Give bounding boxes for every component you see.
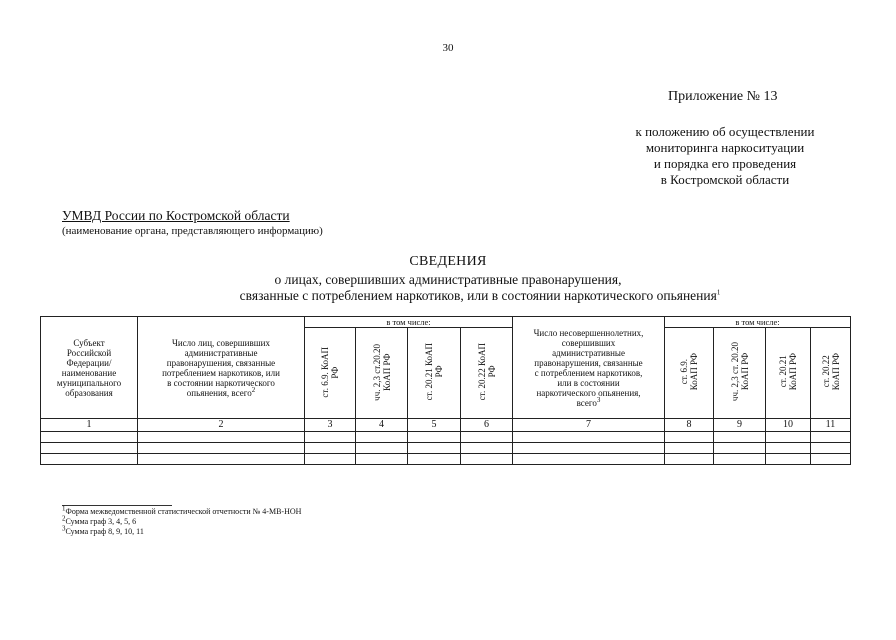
footnote-2: $^2$Сумма граф 3, 4, 5, 6	[62, 514, 137, 526]
header-minors-art-20-21: ст. 20.21 КоАП РФ	[766, 328, 811, 419]
column-number: 11	[811, 419, 851, 432]
column-number: 4	[356, 419, 408, 432]
header-total-persons: Число лиц, совершивших административные правонарушения, связанные потреблением наркотиков, или в состоянии наркотического опьянения, всего$^2$	[138, 317, 305, 419]
footnote-mark: 3	[596, 395, 601, 404]
column-number: 9	[714, 419, 766, 432]
page-number: 30	[442, 42, 454, 54]
organization-name: УМВД России по Костромской области	[62, 208, 290, 223]
appendix-title: Приложение № 13	[668, 89, 778, 104]
header-art-20-21: ст. 20.21 КоАП РФ	[408, 328, 461, 419]
table-row	[41, 454, 851, 465]
footnotes	[62, 505, 301, 537]
appendix-ref-line: и порядка его проведения	[653, 156, 797, 171]
column-number: 7	[513, 419, 665, 432]
footnote-3: $^3$Сумма граф 8, 9, 10, 11	[62, 524, 144, 536]
document-subtitle-line2	[120, 288, 840, 304]
column-number: 6	[461, 419, 513, 432]
subtitle-text: связанные с потреблением наркотиков, или в состоянии наркотического опьянения	[239, 288, 717, 303]
organization-caption: (наименование органа, представляющего информацию)	[62, 225, 323, 237]
footnote-mark: 1	[716, 288, 721, 297]
appendix-reference	[600, 124, 850, 188]
column-number: 1	[41, 419, 138, 432]
table-row	[41, 432, 851, 443]
document-subtitle-line1: о лицах, совершивших административные правонарушения,	[274, 272, 622, 287]
column-number: 2	[138, 419, 305, 432]
footnote-1: $^1$Форма межведомственной статистической отчетности № 4-МВ-НОН	[62, 504, 302, 516]
header-including-left: в том числе:	[305, 317, 513, 328]
header-minors-art-6-9: ст. 6.9. КоАП РФ	[665, 328, 714, 419]
footnote-mark: 2	[251, 385, 256, 394]
appendix-ref-line: в Костромской области	[660, 172, 790, 187]
column-number: 5	[408, 419, 461, 432]
column-number: 3	[305, 419, 356, 432]
column-number: 8	[665, 419, 714, 432]
header-subject: Субъект Российской Федерации/ наименование муниципального образования	[41, 317, 138, 419]
header-art-20-20: чч. 2,3 ст.20.20 КоАП РФ	[356, 328, 408, 419]
document-title: СВЕДЕНИЯ	[409, 254, 487, 269]
header-minors-art-20-20: чч. 2,3 ст. 20.20 КоАП РФ	[714, 328, 766, 419]
column-number-row	[41, 419, 851, 432]
header-art-20-22: ст. 20.22 КоАП РФ	[461, 328, 513, 419]
header-total-minors: Число несовершеннолетних, совершивших административные правонарушения, связанные с потреблением наркотиков, или в состоянии наркотического опьянения, всего$^3$	[513, 317, 665, 419]
column-number: 10	[766, 419, 811, 432]
table-row	[41, 443, 851, 454]
header-minors-art-20-22: ст. 20.22 КоАП РФ	[811, 328, 851, 419]
header-including-right: в том числе:	[665, 317, 851, 328]
appendix-ref-line: к положению об осуществлении	[635, 124, 815, 139]
report-table	[40, 316, 851, 465]
header-art-6-9: ст. 6.9. КоАП РФ	[305, 328, 356, 419]
appendix-ref-line: мониторинга наркоситуации	[645, 140, 805, 155]
footnote-divider	[62, 505, 172, 506]
